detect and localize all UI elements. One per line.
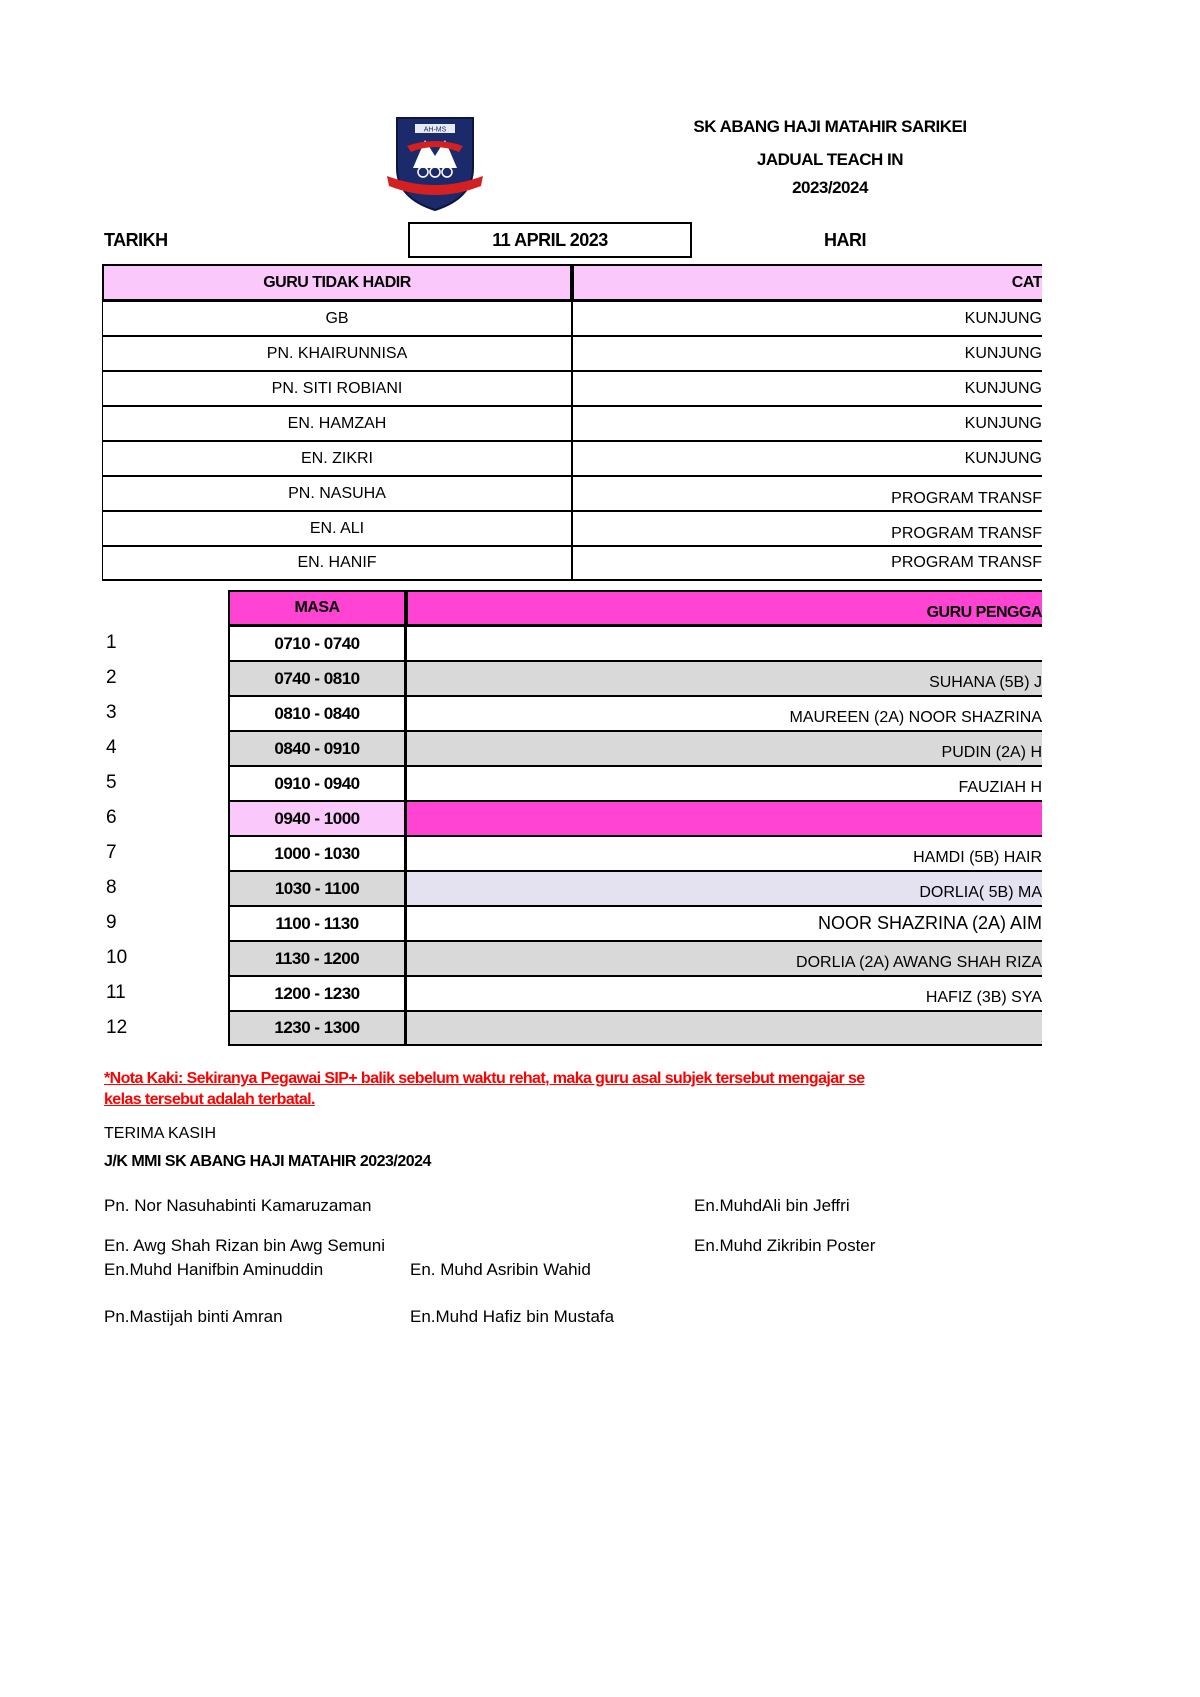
period-number: 5	[106, 772, 117, 793]
substitute-teachers: DORLIA (2A) AWANG SHAH RIZA	[406, 941, 1042, 976]
period-number: 3	[106, 702, 117, 723]
substitute-teachers: SUHANA (5B) J	[406, 661, 1042, 696]
signatory: Pn. Nor Nasuhabinti Kamaruzaman	[104, 1196, 372, 1215]
substitute-teachers	[406, 626, 1042, 661]
period-number: 11	[106, 982, 126, 1003]
signatory: En.MuhdAli bin Jeffri	[694, 1196, 850, 1215]
absent-name: PN. SITI ROBIANI	[102, 371, 572, 406]
absent-note: KUNJUNG	[572, 301, 1042, 336]
footnote-line-1: *Nota Kaki: Sekiranya Pegawai SIP+ balik sebelum waktu rehat, maka guru asal subjek tersebut mengajar se	[104, 1070, 865, 1087]
period-number: 4	[106, 737, 117, 758]
substitute-teachers: FAUZIAH H	[406, 766, 1042, 801]
footnote	[104, 1070, 1042, 1109]
time-slot: 1100 - 1130	[228, 906, 406, 941]
absent-name: PN. KHAIRUNNISA	[102, 336, 572, 371]
school-logo	[385, 110, 485, 212]
guru-pengganti-header: GURU PENGGA	[406, 590, 1042, 626]
signatory: En. Awg Shah Rizan bin Awg Semuni	[104, 1236, 385, 1255]
absent-name: EN. ZIKRI	[102, 441, 572, 476]
absent-note: PROGRAM TRANSF	[572, 511, 1042, 546]
time-slot: 1000 - 1030	[228, 836, 406, 871]
academic-year: 2023/2024	[792, 178, 868, 197]
time-slot: 1200 - 1230	[228, 976, 406, 1011]
period-number: 8	[106, 877, 117, 898]
absent-name: GB	[102, 301, 572, 336]
absent-name: EN. HANIF	[102, 546, 572, 581]
substitute-teachers	[406, 801, 1042, 836]
substitute-teachers: NOOR SHAZRINA (2A) AIM	[406, 906, 1042, 941]
committee-title: J/K MMI SK ABANG HAJI MATAHIR 2023/2024	[104, 1153, 431, 1170]
substitute-teachers	[406, 1011, 1042, 1046]
tarikh-label: TARIKH	[104, 230, 168, 250]
period-number: 2	[106, 667, 117, 688]
hari-label: HARI	[824, 230, 866, 250]
substitute-teachers: HAFIZ (3B) SYA	[406, 976, 1042, 1011]
time-slot: 0910 - 0940	[228, 766, 406, 801]
period-number: 6	[106, 807, 117, 828]
time-slot: 1230 - 1300	[228, 1011, 406, 1046]
absent-note: KUNJUNG	[572, 406, 1042, 441]
absent-note: PROGRAM TRANSF	[572, 476, 1042, 511]
date-value: 11 APRIL 2023	[408, 222, 692, 258]
svg-text:AH-MS: AH-MS	[423, 126, 447, 134]
time-slot: 0810 - 0840	[228, 696, 406, 731]
period-number: 1	[106, 632, 117, 653]
absent-note: KUNJUNG	[572, 441, 1042, 476]
footnote-line-2: kelas tersebut adalah terbatal.	[104, 1091, 315, 1108]
period-number: 9	[106, 912, 117, 933]
signatory: En.Muhd Zikribin Poster	[694, 1236, 876, 1255]
time-slot: 1030 - 1100	[228, 871, 406, 906]
signatory: En.Muhd Hafiz bin Mustafa	[410, 1307, 615, 1326]
substitute-teachers: DORLIA( 5B) MA	[406, 871, 1042, 906]
absent-note: KUNJUNG	[572, 336, 1042, 371]
time-slot: 0840 - 0910	[228, 731, 406, 766]
period-number: 10	[106, 947, 128, 968]
absent-note: KUNJUNG	[572, 371, 1042, 406]
period-number: 12	[106, 1017, 128, 1038]
time-slot: 0940 - 1000	[228, 801, 406, 836]
substitute-teachers: HAMDI (5B) HAIR	[406, 836, 1042, 871]
absent-name: EN. HAMZAH	[102, 406, 572, 441]
period-number: 7	[106, 842, 117, 863]
absent-header-name: GURU TIDAK HADIR	[102, 264, 572, 301]
time-slot: 0740 - 0810	[228, 661, 406, 696]
school-name: SK ABANG HAJI MATAHIR SARIKEI	[693, 117, 967, 136]
absent-name: PN. NASUHA	[102, 476, 572, 511]
absent-note: PROGRAM TRANSF	[572, 546, 1042, 581]
signatory: En.Muhd Hanifbin Aminuddin	[104, 1260, 324, 1279]
time-slot: 0710 - 0740	[228, 626, 406, 661]
signatory: Pn.Mastijah binti Amran	[104, 1307, 283, 1326]
time-slot: 1130 - 1200	[228, 941, 406, 976]
substitute-teachers: MAUREEN (2A) NOOR SHAZRINA	[406, 696, 1042, 731]
document-title: JADUAL TEACH IN	[756, 150, 904, 169]
closing-text: TERIMA KASIH	[104, 1125, 217, 1142]
substitute-teachers: PUDIN (2A) H	[406, 731, 1042, 766]
signatory: En. Muhd Asribin Wahid	[410, 1260, 591, 1279]
masa-header: MASA	[228, 590, 406, 626]
absent-header-note: CAT	[572, 264, 1042, 301]
absent-name: EN. ALI	[102, 511, 572, 546]
